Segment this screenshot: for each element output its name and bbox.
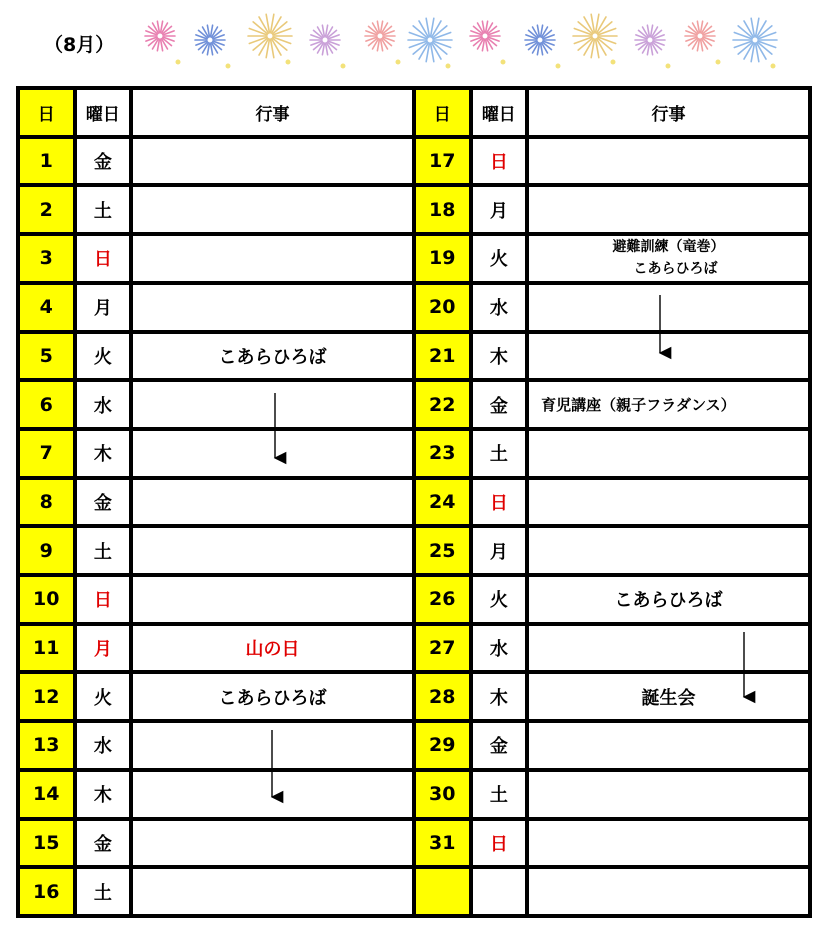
day-number: 31: [414, 819, 471, 868]
table-row: [18, 624, 810, 673]
weekday: 月: [471, 185, 528, 234]
event-cell: [131, 185, 414, 234]
day-number: 9: [18, 526, 75, 575]
event-line: こあらひろば: [633, 261, 718, 278]
firework-icon: [365, 21, 401, 64]
table-row: [18, 137, 810, 186]
weekday: 日: [75, 234, 132, 283]
event-cell: [131, 770, 414, 819]
event-cell: こあらひろば: [131, 332, 414, 381]
day-number: 18: [414, 185, 471, 234]
day-number: 10: [18, 575, 75, 624]
weekday: 水: [471, 283, 528, 332]
day-number: 2: [18, 185, 75, 234]
table-row: [18, 770, 810, 819]
day-number: 14: [18, 770, 75, 819]
event-cell: [527, 721, 810, 770]
day-number: 6: [18, 380, 75, 429]
day-number: 11: [18, 624, 75, 673]
day-number: 16: [18, 867, 75, 916]
weekday: 土: [75, 526, 132, 575]
weekday: 日: [471, 819, 528, 868]
event-cell: [527, 819, 810, 868]
event-cell: [527, 332, 810, 381]
event-cell: こあらひろば: [527, 575, 810, 624]
weekday: 火: [471, 234, 528, 283]
weekday: 土: [75, 185, 132, 234]
day-number: 7: [18, 429, 75, 478]
event-cell: [131, 380, 414, 429]
table-row: [18, 672, 810, 721]
day-number: 5: [18, 332, 75, 381]
weekday: 木: [471, 672, 528, 721]
table-row: [18, 867, 810, 916]
firework-icon: [733, 18, 777, 68]
day-number: 30: [414, 770, 471, 819]
weekday: 火: [471, 575, 528, 624]
schedule-table: [16, 86, 812, 918]
event-cell: [527, 283, 810, 332]
day-number: 29: [414, 721, 471, 770]
day-number: 3: [18, 234, 75, 283]
event-cell: 山の日: [131, 624, 414, 673]
firework-icon: [248, 14, 292, 64]
table-row: [18, 429, 810, 478]
weekday: 火: [75, 672, 132, 721]
day-number: 13: [18, 721, 75, 770]
event-cell: こあらひろば: [131, 672, 414, 721]
event-cell: [527, 185, 810, 234]
day-number: 12: [18, 672, 75, 721]
day-number: 26: [414, 575, 471, 624]
firework-icon: [195, 25, 231, 68]
firework-icon: [408, 18, 452, 68]
event-cell: [131, 819, 414, 868]
firework-icon: [525, 25, 561, 68]
event-cell: [527, 526, 810, 575]
weekday: 日: [75, 575, 132, 624]
day-number: 20: [414, 283, 471, 332]
event-cell: [527, 137, 810, 186]
weekday: 金: [75, 478, 132, 527]
weekday: 土: [75, 867, 132, 916]
day-number: 21: [414, 332, 471, 381]
weekday: 金: [471, 380, 528, 429]
event-cell: [527, 624, 810, 673]
weekday: 木: [75, 770, 132, 819]
fireworks-banner: [140, 12, 810, 76]
firework-icon: [573, 14, 617, 64]
event-cell: [527, 478, 810, 527]
weekday: 水: [75, 721, 132, 770]
firework-icon: [685, 21, 721, 64]
weekday: 月: [75, 283, 132, 332]
event-cell: [131, 234, 414, 283]
firework-icon: [145, 21, 181, 64]
weekday: 月: [471, 526, 528, 575]
day-number: 15: [18, 819, 75, 868]
table-row: [18, 721, 810, 770]
event-cell: [527, 234, 810, 283]
weekday: 日: [471, 137, 528, 186]
header-event-right: 行事: [527, 88, 810, 137]
day-number: 17: [414, 137, 471, 186]
day-number: 1: [18, 137, 75, 186]
weekday: 金: [75, 137, 132, 186]
day-number: [414, 867, 471, 916]
event-cell: [131, 429, 414, 478]
day-number: 8: [18, 478, 75, 527]
weekday: 土: [471, 770, 528, 819]
header-day-left: 日: [18, 88, 75, 137]
day-number: 25: [414, 526, 471, 575]
event-cell: [527, 429, 810, 478]
day-number: 23: [414, 429, 471, 478]
firework-icon: [635, 25, 671, 68]
table-row: [18, 526, 810, 575]
weekday: [471, 867, 528, 916]
weekday: 火: [75, 332, 132, 381]
event-cell: [131, 283, 414, 332]
table-row: [18, 283, 810, 332]
event-cell: 育児講座（親子フラダンス）: [527, 380, 810, 429]
table-row: [18, 478, 810, 527]
day-number: 27: [414, 624, 471, 673]
firework-icon: [470, 21, 506, 64]
weekday: 日: [471, 478, 528, 527]
table-row: [18, 332, 810, 381]
header-weekday-left: 曜日: [75, 88, 132, 137]
weekday: 金: [471, 721, 528, 770]
day-number: 22: [414, 380, 471, 429]
event-cell: [131, 526, 414, 575]
weekday: 土: [471, 429, 528, 478]
table-row: [18, 575, 810, 624]
event-cell: [131, 137, 414, 186]
event-cell: [527, 867, 810, 916]
event-cell: [131, 867, 414, 916]
month-title: （8月）: [44, 34, 115, 56]
firework-icon: [310, 25, 346, 68]
header-day-right: 日: [414, 88, 471, 137]
table-row: [18, 380, 810, 429]
table-row: [18, 819, 810, 868]
event-cell: [131, 478, 414, 527]
day-number: 4: [18, 283, 75, 332]
event-cell: [131, 721, 414, 770]
header-event-left: 行事: [131, 88, 414, 137]
weekday: 木: [75, 429, 132, 478]
event-cell: [131, 575, 414, 624]
weekday: 金: [75, 819, 132, 868]
day-number: 24: [414, 478, 471, 527]
day-number: 19: [414, 234, 471, 283]
table-row: [18, 185, 810, 234]
event-line: 避難訓練（竜巻）: [612, 239, 725, 256]
event-cell: 誕生会: [527, 672, 810, 721]
day-number: 28: [414, 672, 471, 721]
header-weekday-right: 曜日: [471, 88, 528, 137]
weekday: 水: [75, 380, 132, 429]
weekday: 木: [471, 332, 528, 381]
header-row: [18, 88, 810, 137]
event-cell: [527, 770, 810, 819]
weekday: 月: [75, 624, 132, 673]
table-row: [18, 234, 810, 283]
weekday: 水: [471, 624, 528, 673]
